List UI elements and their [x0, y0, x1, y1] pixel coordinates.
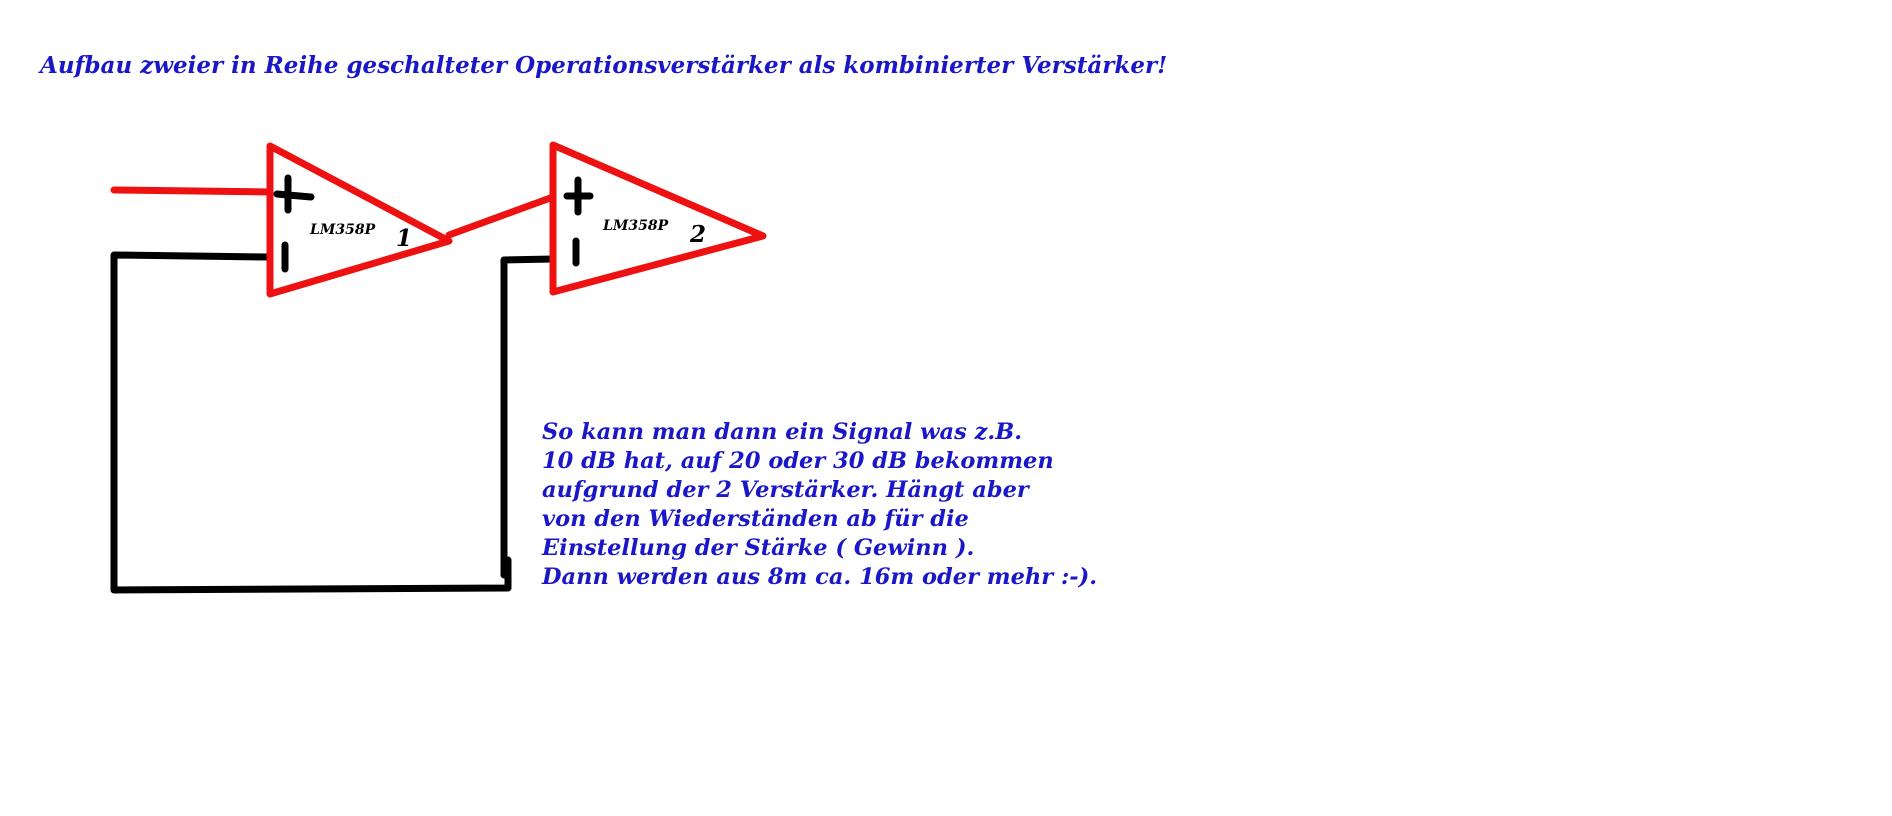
- amplifier-2-chip-label: LM358P: [603, 218, 669, 234]
- diagram-title: Aufbau zweier in Reihe geschalteter Operationsverstärker als kombinierter Verstärker!: [40, 52, 1168, 79]
- amplifier-1: [270, 146, 449, 294]
- amplifier-1-plus-icon: [277, 178, 311, 210]
- description-line: Dann werden aus 8m ca. 16m oder mehr :-).: [542, 564, 1098, 590]
- amplifier-2-plus-icon: [567, 180, 590, 212]
- interstage-wire: [449, 197, 553, 235]
- amplifier-2: [553, 145, 763, 292]
- amplifier-2-number: 2: [690, 221, 707, 248]
- description-text: [542, 418, 1097, 592]
- description-line: Einstellung der Stärke ( Gewinn ).: [542, 535, 975, 561]
- amplifier-1-chip-label: LM358P: [310, 222, 376, 238]
- description-line: von den Wiederständen ab für die: [542, 506, 969, 532]
- input-wire: [114, 190, 270, 192]
- description-line: aufgrund der 2 Verstärker. Hängt aber: [542, 477, 1029, 503]
- amplifier-1-number: 1: [396, 225, 413, 252]
- description-line: So kann man dann ein Signal was z.B.: [542, 419, 1023, 445]
- amplifier-1-triangle: [270, 146, 449, 294]
- description-line: 10 dB hat, auf 20 oder 30 dB bekommen: [542, 448, 1054, 474]
- feedback-wire: [114, 255, 508, 590]
